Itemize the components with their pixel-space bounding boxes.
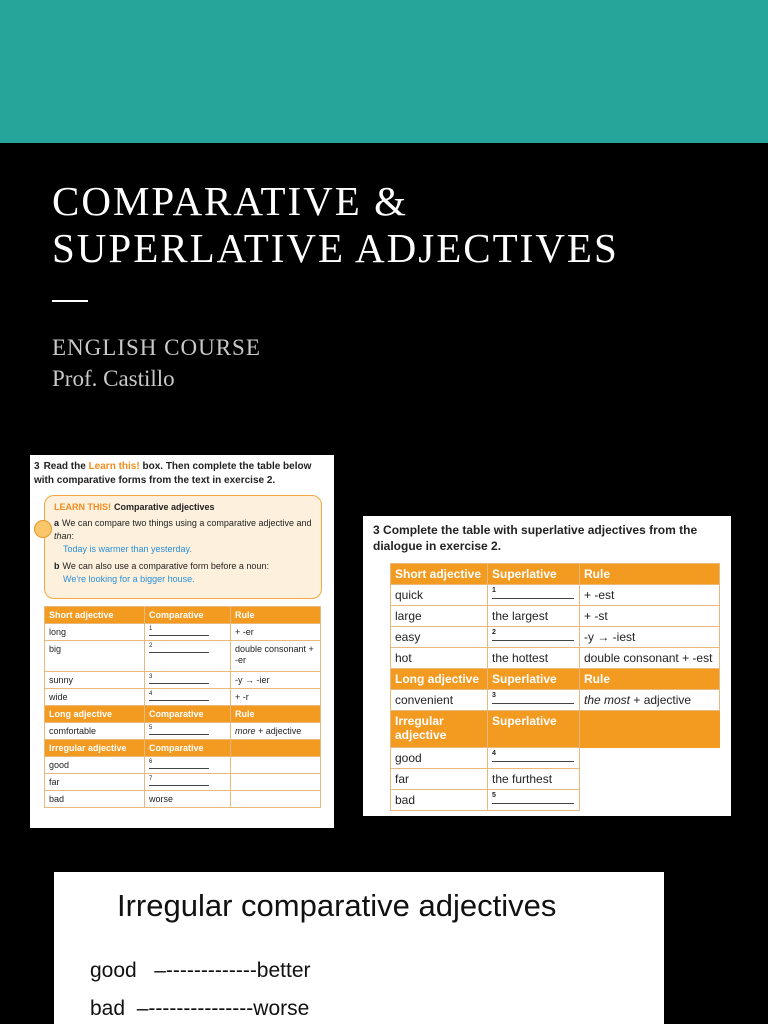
rule-cell bbox=[231, 723, 321, 740]
header-cell: Rule bbox=[231, 607, 321, 624]
blank-number: 5 bbox=[149, 725, 153, 731]
superlative-table bbox=[390, 563, 720, 811]
table-row bbox=[391, 748, 720, 769]
header-cell: Comparative bbox=[145, 607, 231, 624]
rule-cell: -y → -iest bbox=[580, 627, 720, 648]
table-row bbox=[45, 723, 321, 740]
rule-cell bbox=[580, 690, 720, 711]
table-row bbox=[391, 627, 720, 648]
header-cell: Short adjective bbox=[45, 607, 145, 624]
rule-a-italic: than bbox=[54, 531, 72, 541]
value-cell: the furthest bbox=[488, 769, 580, 790]
learn-this-label: LEARN THIS! bbox=[54, 502, 111, 512]
rule-cell: + -st bbox=[580, 606, 720, 627]
teacher-name: Prof. Castillo bbox=[52, 366, 175, 391]
table-row bbox=[45, 672, 321, 689]
blank-number: 3 bbox=[149, 674, 153, 680]
header-cell: Long adjective bbox=[391, 669, 488, 690]
instruction-text: Complete the table with superlative adjectives from the dialogue in exercise 2. bbox=[373, 523, 698, 553]
adjective-cell: bad bbox=[45, 791, 145, 808]
adjective-cell: good bbox=[391, 748, 488, 769]
table-header-row bbox=[391, 564, 720, 585]
instruction-text: Read the bbox=[43, 461, 86, 472]
blank-number: 7 bbox=[149, 776, 153, 782]
answer-blank bbox=[145, 641, 231, 672]
irregular-line-good: good –-------------better bbox=[90, 959, 311, 982]
table-row bbox=[45, 624, 321, 641]
adjective-cell: far bbox=[45, 774, 145, 791]
rule-cell: + -er bbox=[231, 624, 321, 641]
exercise-instruction bbox=[34, 460, 330, 488]
blank-number: 2 bbox=[149, 643, 153, 649]
header-cell bbox=[231, 740, 321, 757]
header-cell: Irregular adjective bbox=[45, 740, 145, 757]
table-row bbox=[391, 585, 720, 606]
table-row bbox=[391, 606, 720, 627]
answer-blank bbox=[145, 672, 231, 689]
blank-number: 4 bbox=[149, 691, 153, 697]
value-cell: the hottest bbox=[488, 648, 580, 669]
rule-italic: more bbox=[235, 726, 256, 736]
rule-a bbox=[54, 517, 316, 543]
top-color-band bbox=[0, 0, 768, 143]
rule-italic: the most bbox=[584, 693, 631, 707]
header-cell: Rule bbox=[580, 564, 720, 585]
course-name: ENGLISH COURSE bbox=[52, 335, 261, 360]
exercise-instruction bbox=[373, 522, 723, 554]
blank-number: 5 bbox=[492, 792, 496, 799]
table-header-row bbox=[45, 607, 321, 624]
slide-subtitle bbox=[52, 332, 261, 394]
header-cell: Superlative bbox=[488, 564, 580, 585]
answer-blank bbox=[145, 774, 231, 791]
answer-blank bbox=[145, 757, 231, 774]
irregular-comparatives-card bbox=[54, 872, 664, 1024]
answer-blank bbox=[488, 690, 580, 711]
header-cell: Irregular adjective bbox=[391, 711, 488, 748]
table-header-row bbox=[45, 740, 321, 757]
adjective-cell: long bbox=[45, 624, 145, 641]
rule-cell: + -r bbox=[231, 689, 321, 706]
lightbulb-icon bbox=[34, 520, 52, 538]
rule-cell: + -est bbox=[580, 585, 720, 606]
rule-cell: double consonant + -est bbox=[580, 648, 720, 669]
adjective-cell: quick bbox=[391, 585, 488, 606]
table-header-row bbox=[391, 711, 720, 748]
exercise-number: 3 bbox=[34, 461, 40, 472]
learn-this-box bbox=[44, 495, 322, 599]
table-row bbox=[45, 641, 321, 672]
answer-blank bbox=[488, 748, 580, 769]
rule-b-example: We're looking for a bigger house. bbox=[63, 574, 195, 584]
blank-number: 1 bbox=[149, 626, 153, 632]
answer-blank bbox=[145, 689, 231, 706]
value-cell: worse bbox=[145, 791, 231, 808]
adjective-cell: big bbox=[45, 641, 145, 672]
slide-title bbox=[52, 178, 752, 272]
empty-cell bbox=[580, 711, 720, 748]
table-header-row bbox=[391, 669, 720, 690]
table-row bbox=[391, 790, 720, 811]
adjective-cell: hot bbox=[391, 648, 488, 669]
slide-title-line2: SUPERLATIVE ADJECTIVES bbox=[52, 225, 619, 271]
table-row bbox=[45, 774, 321, 791]
empty-cell bbox=[580, 748, 720, 769]
adjective-cell: easy bbox=[391, 627, 488, 648]
slide-title-line1: COMPARATIVE & bbox=[52, 178, 408, 224]
table-row bbox=[45, 757, 321, 774]
adjective-cell: bad bbox=[391, 790, 488, 811]
header-cell: Rule bbox=[231, 706, 321, 723]
empty-cell bbox=[231, 791, 321, 808]
rule-rest: + adjective bbox=[630, 693, 692, 707]
learn-box-rules bbox=[54, 517, 316, 586]
title-divider bbox=[52, 300, 88, 302]
rule-cell: -y → -ier bbox=[231, 672, 321, 689]
header-cell: Comparative bbox=[145, 740, 231, 757]
adjective-cell: comfortable bbox=[45, 723, 145, 740]
header-cell: Superlative bbox=[488, 669, 580, 690]
blank-number: 4 bbox=[492, 750, 496, 757]
adjective-cell: large bbox=[391, 606, 488, 627]
irregular-title: Irregular comparative adjectives bbox=[117, 888, 557, 923]
blank-number: 3 bbox=[492, 692, 496, 699]
empty-cell bbox=[580, 790, 720, 811]
irregular-line-bad: bad –---------------worse bbox=[90, 997, 310, 1020]
learn-box-heading: Comparative adjectives bbox=[114, 502, 215, 512]
adjective-cell: sunny bbox=[45, 672, 145, 689]
rule-a-letter: a bbox=[54, 518, 60, 528]
header-cell: Short adjective bbox=[391, 564, 488, 585]
header-cell: Comparative bbox=[145, 706, 231, 723]
blank-number: 1 bbox=[492, 587, 496, 594]
rule-cell: double consonant + -er bbox=[231, 641, 321, 672]
adjective-cell: good bbox=[45, 757, 145, 774]
header-cell: Rule bbox=[580, 669, 720, 690]
header-cell: Long adjective bbox=[45, 706, 145, 723]
value-cell: the largest bbox=[488, 606, 580, 627]
rule-a-text: We can compare two things using a comparative adjective and bbox=[62, 518, 312, 528]
rule-b bbox=[54, 560, 316, 573]
table-header-row bbox=[45, 706, 321, 723]
answer-blank bbox=[145, 723, 231, 740]
comparative-exercise-image bbox=[30, 455, 334, 828]
instruction-text-rest: box. Then complete the table below with comparative forms from the text in exercise 2. bbox=[34, 461, 312, 486]
answer-blank bbox=[145, 624, 231, 641]
table-row bbox=[45, 791, 321, 808]
comparative-table bbox=[44, 606, 321, 808]
superlative-exercise-image bbox=[363, 516, 731, 816]
adjective-cell: wide bbox=[45, 689, 145, 706]
header-cell: Superlative bbox=[488, 711, 580, 748]
adjective-cell: far bbox=[391, 769, 488, 790]
rule-rest: + adjective bbox=[255, 726, 302, 736]
table-row bbox=[391, 690, 720, 711]
empty-cell bbox=[580, 769, 720, 790]
rule-a-end: : bbox=[71, 531, 75, 541]
answer-blank bbox=[488, 627, 580, 648]
rule-b-letter: b bbox=[54, 561, 60, 571]
table-row bbox=[45, 689, 321, 706]
rule-a-example: Today is warmer than yesterday. bbox=[63, 544, 192, 554]
empty-cell bbox=[231, 774, 321, 791]
exercise-number: 3 bbox=[373, 523, 380, 537]
answer-blank bbox=[488, 585, 580, 606]
adjective-cell: convenient bbox=[391, 690, 488, 711]
table-row bbox=[391, 648, 720, 669]
table-row bbox=[391, 769, 720, 790]
answer-blank bbox=[488, 790, 580, 811]
blank-number: 2 bbox=[492, 629, 496, 636]
instruction-highlight: Learn this! bbox=[88, 461, 140, 472]
blank-number: 6 bbox=[149, 759, 153, 765]
rule-b-text: We can also use a comparative form before a noun: bbox=[62, 561, 269, 571]
learn-box-title bbox=[54, 502, 215, 512]
empty-cell bbox=[231, 757, 321, 774]
